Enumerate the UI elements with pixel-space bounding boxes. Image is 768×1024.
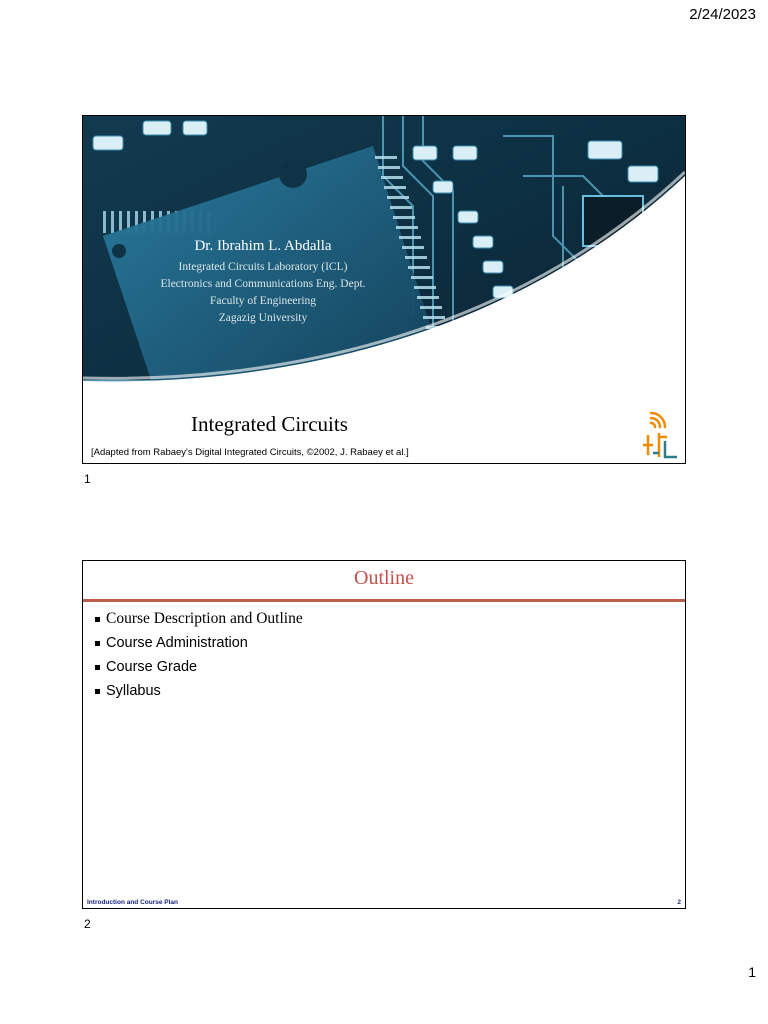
slide-1 bbox=[82, 115, 686, 464]
bullet-icon bbox=[95, 665, 100, 670]
slide-title: Integrated Circuits bbox=[191, 412, 348, 436]
list-item: Course Grade bbox=[95, 655, 303, 679]
page-number: 1 bbox=[748, 964, 756, 980]
slide-credit: [Adapted from Rabaey's Digital Integrated Circuits, ©2002, J. Rabaey et al.] bbox=[91, 447, 409, 458]
bullet-icon bbox=[95, 689, 100, 694]
affiliation-line: Electronics and Communications Eng. Dept. bbox=[160, 278, 366, 290]
title-divider bbox=[83, 599, 685, 602]
slide-footer-number: 2 bbox=[677, 899, 681, 906]
list-item: Course Description and Outline bbox=[95, 607, 303, 631]
bullet-list bbox=[95, 607, 303, 703]
author-block bbox=[123, 238, 403, 327]
affiliation-line: Zagazig University bbox=[218, 312, 308, 324]
slide-footer-title: Introduction and Course Plan bbox=[87, 899, 179, 906]
author-name: Dr. Ibrahim L. Abdalla bbox=[194, 238, 332, 254]
slide-number: 1 bbox=[84, 472, 91, 486]
bullet-icon bbox=[95, 617, 100, 622]
list-item: Course Administration bbox=[95, 631, 303, 655]
list-item: Syllabus bbox=[95, 679, 303, 703]
slide-number: 2 bbox=[84, 917, 91, 931]
slide-2 bbox=[82, 560, 686, 909]
affiliation-line: Faculty of Engineering bbox=[209, 295, 317, 307]
page-date: 2/24/2023 bbox=[689, 6, 756, 23]
icl-logo-icon bbox=[639, 409, 679, 461]
slide-title: Outline bbox=[354, 567, 414, 589]
bullet-icon bbox=[95, 641, 100, 646]
affiliation-line: Integrated Circuits Laboratory (ICL) bbox=[178, 261, 348, 273]
